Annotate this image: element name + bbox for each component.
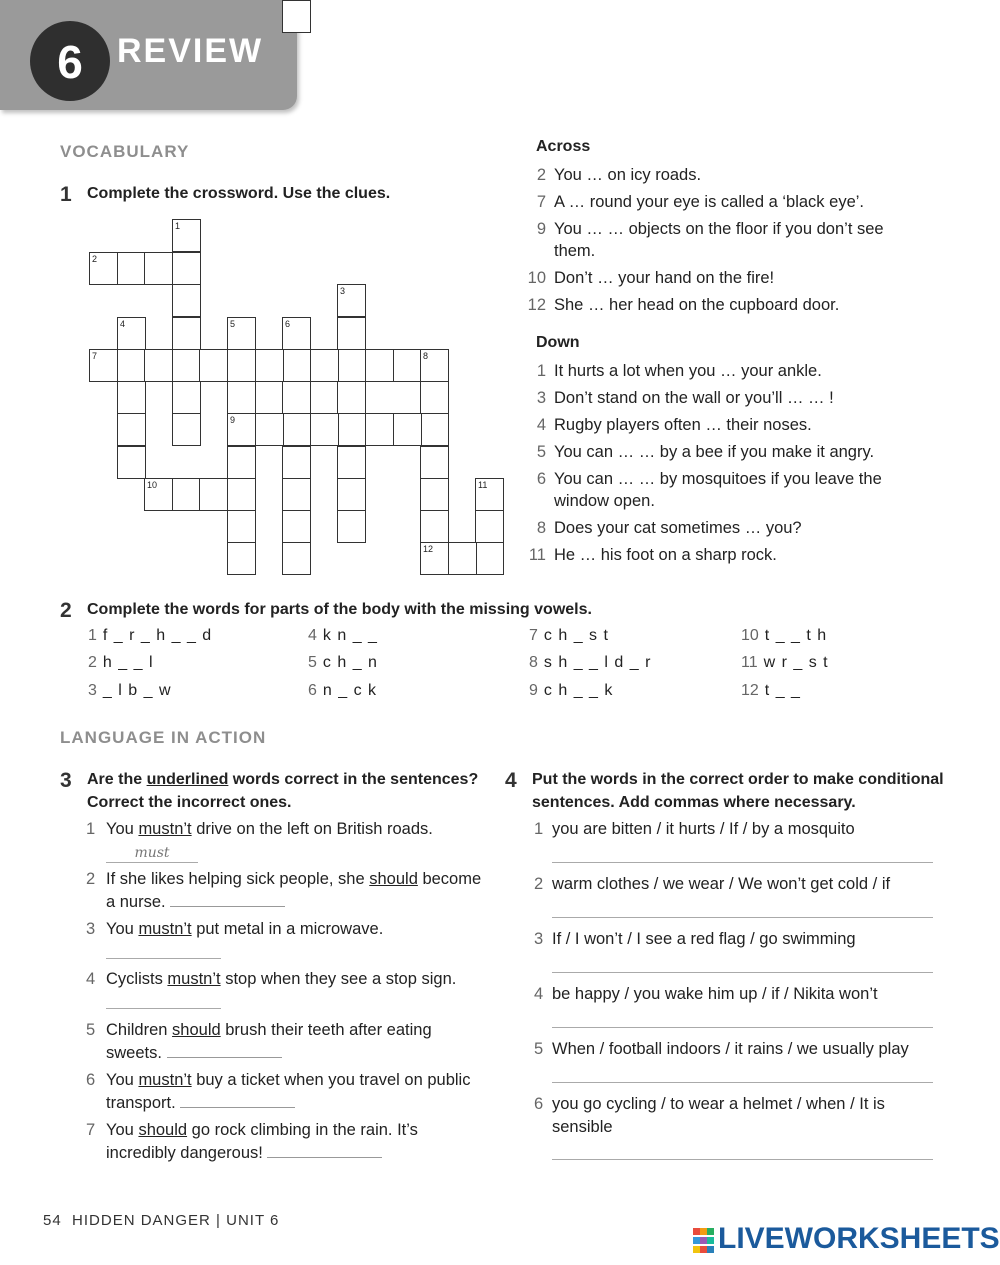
crossword-cell[interactable]: 12 [420,542,449,575]
exercise-instruction-4: Put the words in the correct order to make conditional sentences. Add commas where necessary. [532,771,944,811]
crossword-cell[interactable] [337,446,366,479]
body-word[interactable]: 7 c h _ s t [529,627,609,644]
crossword-cell[interactable] [172,381,201,414]
crossword-cell[interactable] [282,478,311,511]
crossword-cell[interactable]: 10 [144,478,173,511]
ex3-answer-field-6[interactable] [180,1093,295,1108]
clue-down: 3 Don’t stand on the wall or you’ll … … ! [536,389,834,407]
crossword-cell[interactable]: 3 [337,284,366,317]
crossword-cell[interactable] [337,510,366,543]
ex3-answer-field-1[interactable]: must [106,844,198,863]
crossword-cell[interactable]: 9 [227,413,256,446]
crossword-cell[interactable] [282,510,311,543]
clue-across: 9 You … … objects on the floor if you don’t see them. [536,220,884,260]
crossword-cell[interactable] [117,252,146,285]
section-title-language: LANGUAGE IN ACTION [60,728,267,747]
body-word[interactable]: 2 h _ _ l [88,654,154,671]
crossword-cell[interactable]: 11 [475,478,504,511]
crossword-cell[interactable] [227,510,256,543]
liveworksheets-logo-icon [693,1228,715,1254]
crossword-cell[interactable] [448,542,477,575]
body-word[interactable]: 6 n _ c k [308,682,378,699]
crossword-cell[interactable] [172,317,201,350]
clue-across: 7 A … round your eye is called a ‘black eye’. [536,193,864,211]
crossword-cell[interactable] [199,349,228,382]
ex4-answer-field-5[interactable] [552,1082,933,1083]
crossword-cell[interactable] [199,478,228,511]
across-heading: Across [536,138,591,155]
crossword-cell[interactable]: 6 [282,317,311,350]
ex4-item: 5 When / football indoors / it rains / we usually play [534,1040,909,1058]
exercise-instruction-3: Are the underlined words correct in the sentences? Correct the incorrect ones. [87,771,479,811]
crossword-cell[interactable] [282,0,311,33]
ex3-answer-field-4[interactable] [106,1008,221,1009]
crossword-cell[interactable] [172,284,201,317]
clue-down: 6 You can … … by mosquitoes if you leave the window open. [536,470,882,510]
ex3-item: 3 You mustn’t put metal in a microwave. [86,920,384,938]
crossword-cell[interactable] [117,413,146,446]
liveworksheets-brand: LIVEWORKSHEETS [718,1222,1000,1255]
down-heading: Down [536,334,580,351]
page-title: REVIEW [117,32,264,70]
ex3-answer-field-2[interactable] [170,892,285,907]
crossword-cell[interactable] [337,349,366,382]
crossword-cell[interactable] [172,478,201,511]
crossword-cell[interactable] [117,446,146,479]
ex3-item: 5 Children should brush their teeth after eating sweets. [86,1021,432,1062]
crossword-cell[interactable]: 1 [172,219,201,252]
crossword-cell[interactable] [227,446,256,479]
crossword-cell[interactable] [282,446,311,479]
clue-down: 8 Does your cat sometimes … you? [536,519,802,537]
ex4-item: 2 warm clothes / we wear / We won’t get cold / if [534,875,891,893]
footer-text: HIDDEN DANGER | UNIT 6 [72,1212,280,1229]
clue-down: 5 You can … … by a bee if you make it angry. [536,443,875,461]
crossword-cell[interactable] [337,317,366,350]
body-word[interactable]: 11 w r _ s t [741,654,829,671]
body-word[interactable]: 8 s h _ _ l d _ r [529,654,652,671]
crossword-cell[interactable]: 7 [89,349,118,382]
body-word[interactable]: 9 c h _ _ k [529,682,614,699]
ex4-answer-field-1[interactable] [552,862,933,863]
crossword-cell[interactable] [144,252,173,285]
crossword-cell[interactable] [172,349,201,382]
crossword-cell[interactable] [337,413,366,446]
ex4-answer-field-4[interactable] [552,1027,933,1028]
crossword-cell[interactable] [475,510,504,543]
body-word[interactable]: 4 k n _ _ [308,627,378,644]
exercise-number-2: 2 [60,599,72,622]
ex3-item: 4 Cyclists mustn’t stop when they see a stop sign. [86,970,457,988]
crossword-cell[interactable] [310,413,339,446]
crossword-cell[interactable] [420,446,449,479]
crossword-cell[interactable] [227,349,256,382]
ex4-item: 1 you are bitten / it hurts / If / by a mosquito [534,820,855,838]
unit-number-badge: 6 [30,21,110,101]
crossword-cell[interactable] [117,381,146,414]
ex4-answer-field-2[interactable] [552,917,933,918]
crossword-cell[interactable] [172,252,201,285]
crossword-cell[interactable] [475,542,504,575]
crossword-cell[interactable] [282,542,311,575]
crossword-cell[interactable] [365,413,394,446]
ex3-item: 2 If she likes helping sick people, she should become a nurse. [86,870,482,911]
crossword-cell[interactable]: 4 [117,317,146,350]
clue-across: 12 She … her head on the cupboard door. [527,296,840,314]
crossword-cell[interactable] [420,478,449,511]
clue-down: 1 It hurts a lot when you … your ankle. [536,362,822,380]
crossword-cell[interactable]: 5 [227,317,256,350]
ex4-item: 6 you go cycling / to wear a helmet / when / It is sensible [534,1095,885,1136]
crossword-cell[interactable] [310,349,339,382]
clue-down: 11 He … his foot on a sharp rock. [528,546,777,564]
crossword-cell[interactable] [282,413,311,446]
ex3-item: 7 You should go rock climbing in the rain. It’s incredibly dangerous! [86,1121,418,1162]
body-word[interactable]: 1 f _ r _ h _ _ d [88,627,213,644]
crossword-cell[interactable] [337,381,366,414]
exercise-instruction-2: Complete the words for parts of the body with the missing vowels. [87,601,592,618]
ex4-item: 3 If / I won’t / I see a red flag / go swimming [534,930,856,948]
crossword-cell[interactable] [227,478,256,511]
crossword-cell[interactable] [255,413,284,446]
ex4-answer-field-3[interactable] [552,972,933,973]
ex3-answer-field-5[interactable] [167,1043,282,1058]
ex4-answer-field-6[interactable] [552,1159,933,1160]
crossword-cell[interactable]: 8 [420,349,449,382]
across-clues [527,164,914,321]
crossword-cell[interactable] [282,349,311,382]
exercise-number-3: 3 [60,769,72,792]
ex3-answer-field-7[interactable] [267,1143,382,1158]
crossword-cell[interactable] [227,381,256,414]
ex3-item: 1 You mustn’t drive on the left on British roads. [86,820,433,838]
exercise-number-4: 4 [505,769,517,792]
page-number: 54 [43,1212,62,1229]
ex3-item: 6 You mustn’t buy a ticket when you travel on public transport. [86,1071,471,1112]
crossword-cell[interactable] [227,542,256,575]
exercise-number-1: 1 [60,183,72,206]
section-title-vocabulary: VOCABULARY [60,142,190,161]
crossword-cell[interactable] [172,413,201,446]
crossword-cell[interactable] [420,510,449,543]
body-word[interactable]: 12 t _ _ [741,682,801,699]
body-word[interactable]: 10 t _ _ t h [741,627,828,644]
down-clues [528,360,914,571]
crossword-cell[interactable] [420,413,449,446]
crossword-cell[interactable] [420,381,449,414]
crossword-cell[interactable] [337,478,366,511]
ex4-item: 4 be happy / you wake him up / if / Nikita won’t [534,985,878,1003]
body-word[interactable]: 5 c h _ n [308,654,378,671]
crossword-cell[interactable] [282,381,311,414]
clue-down: 4 Rugby players often … their noses. [536,416,812,434]
page-footer [43,1212,279,1229]
crossword-cell[interactable] [393,413,422,446]
clue-across: 10 Don’t … your hand on the fire! [527,269,775,287]
body-word[interactable]: 3 _ l b _ w [88,682,172,699]
crossword-cell[interactable] [393,349,422,382]
ex3-answer-field-3[interactable] [106,958,221,959]
crossword-cell[interactable] [144,349,173,382]
clue-across: 2 You … on icy roads. [536,166,702,184]
crossword-cell[interactable] [117,349,146,382]
crossword-cell[interactable] [365,349,394,382]
exercise-instruction-1: Complete the crossword. Use the clues. [87,185,391,202]
crossword-cell[interactable] [255,349,284,382]
crossword-cell[interactable]: 2 [89,252,118,285]
